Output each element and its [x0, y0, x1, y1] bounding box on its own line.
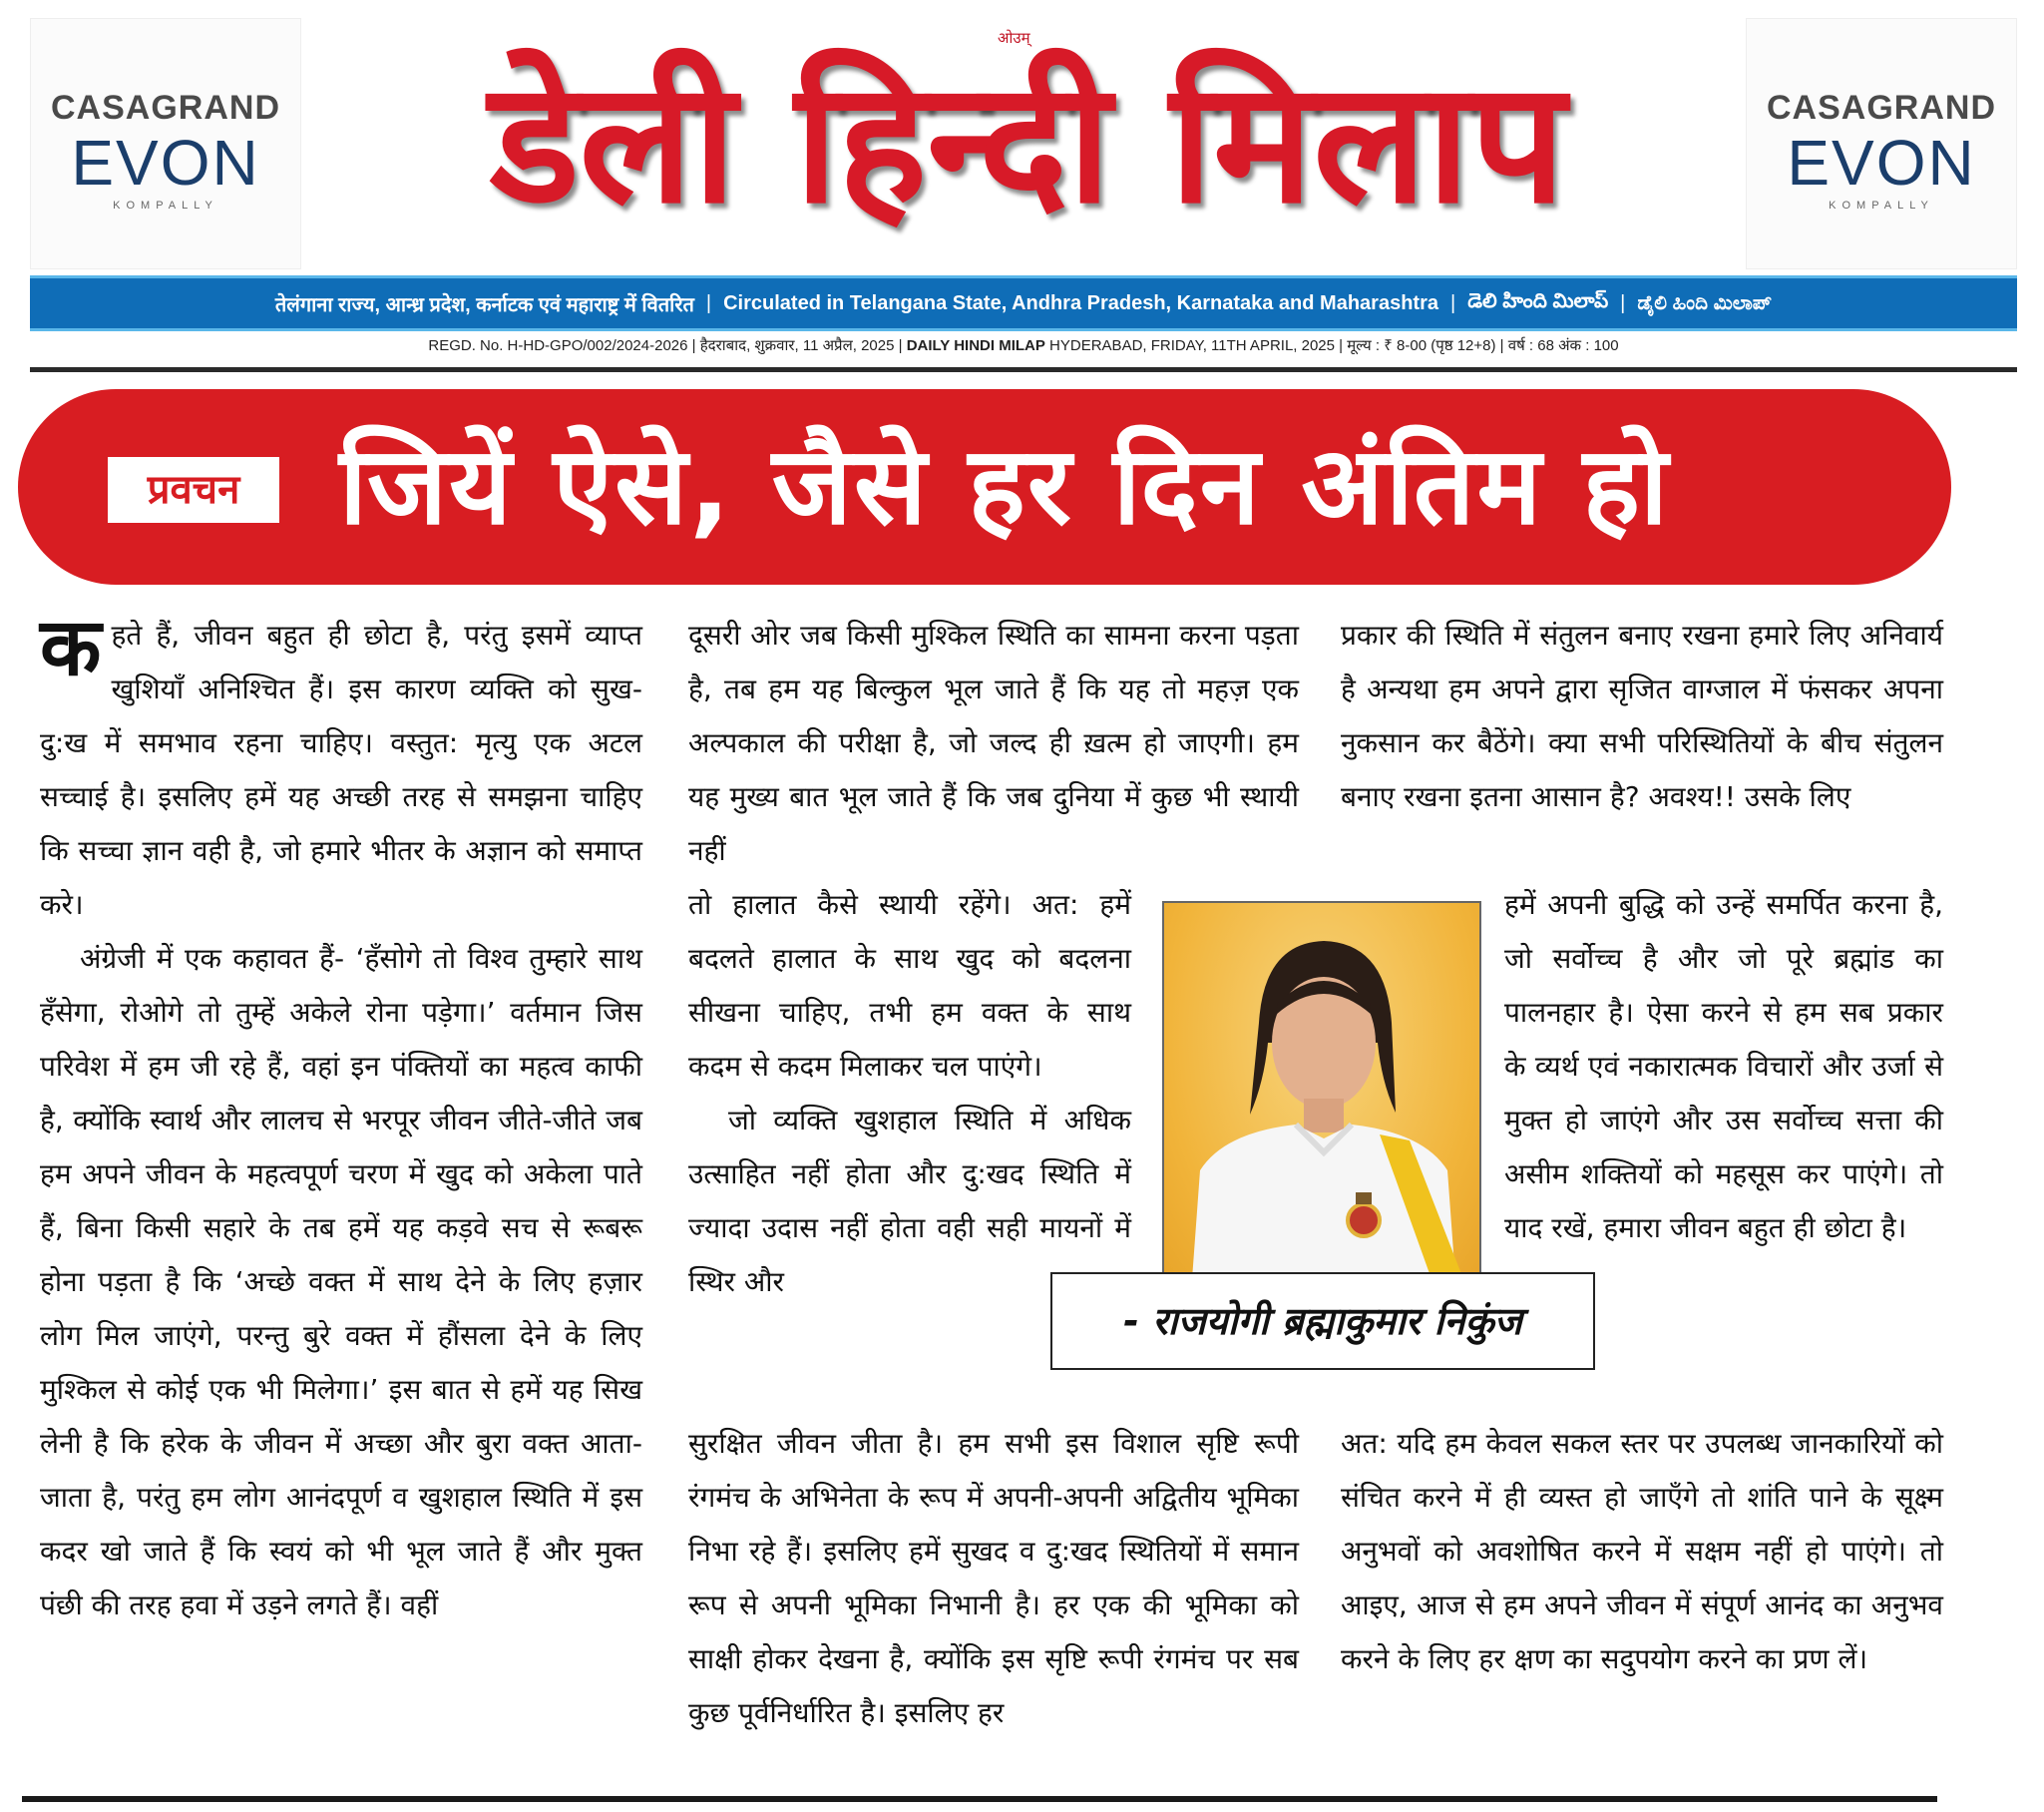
article-headline: जियें ऐसे, जैसे हर दिन अंतिम हो: [339, 424, 1670, 549]
separator: |: [1620, 291, 1626, 314]
paper-name-english: DAILY HINDI MILAP: [906, 337, 1045, 354]
date-hindi: हैदराबाद, शुक्रवार, 11 अप्रैल, 2025: [699, 337, 895, 354]
paragraph: अंग्रेजी में एक कहावत हैं- ‘हँसोगे तो विश्व तुम्हारे साथ हँसेगा, रोओगे तो तुम्हें अकेले रोना पड़ेगा।’ वर्तमान जिस परिवेश में हम जी रहे हैं, वहां इन पंक्तियों का महत्व काफी है, क्योंकि स्वार्थ और लालच से भरपूर जीवन जीते-जीते जब हम अपने जीवन के महत्वपूर्ण चरण में खुद को अकेला पाते हैं, बिना किसी सहारे के तब हमें यह कड़वे सच से रूबरू होना पड़ता है कि ‘अच्छे वक्त में साथ देने के लिए हज़ार लोग मिल जाएंगे, परन्तु बुरे वक्त में हौंसला देने के लिए मुश्किल से कोई एक भी मिलेगा।’ इस बात से हमें यह सिख लेनी है कि हरेक के जीवन में अच्छा और बुरा वक्त आता-जाता है, परंतु हम लोग आनंदपूर्ण व खुशहाल स्थिति में इस कदर खो जाते हैं कि स्वयं को भी भूल जाते हैं और मुक्त पंछी की तरह हवा में उड़ने लगते हैं। वहीं: [40, 942, 642, 1621]
newspaper-title: डेली हिन्दी मिलाप: [489, 45, 1566, 240]
portrait-illustration: [1164, 903, 1479, 1279]
paragraph: [40, 601, 642, 932]
paragraph: हमें अपनी बुद्धि को उन्हें समर्पित करना है, जो सर्वोच्च है और जो पूरे ब्रह्मांड का पालनहार है। ऐसा करने से हम सब प्रकार के व्यर्थ एवं नकारात्मक विचारों और उर्जा से मुक्त हो जाएंगे और उस सर्वोच्च सत्ता की असीम शक्तियों को महसूस कर पाएंगे। तो याद रखें, हमारा जीवन बहुत ही छोटा है।: [1504, 888, 1943, 1244]
date-english: HYDERABAD, FRIDAY, 11TH APRIL, 2025: [1049, 337, 1335, 354]
paragraph: सुरक्षित जीवन जीता है। हम सभी इस विशाल सृष्टि रूपी रंगमंच के अभिनेता के रूप में अपनी-अपनी अद्वितीय भूमिका निभा रहे हैं। इसलिए हमें सुखद व दु:खद स्थितियों में समान रूप से अपनी भूमिका निभानी है। हर एक की भूमिका को साक्षी होकर देखना है, क्योंकि इस सृष्टि रूपी रंगमंच पर सब कुछ पूर्वनिर्धारित है। इसलिए हर: [688, 1427, 1299, 1729]
logo-location: KOMPALLY: [1829, 200, 1934, 212]
logo-brand: CASAGRAND: [51, 89, 280, 127]
article-column-2-bottom: [688, 1417, 1299, 1740]
logo-product: EVON: [1787, 127, 1976, 199]
paragraph: दूसरी ओर जब किसी मुश्किल स्थिति का सामना करना पड़ता है, तब हम यह बिल्कुल भूल जाते हैं कि यह तो महज़ एक अल्पकाल की परीक्षा है, जो जल्द ही ख़त्म हो जाएगी। हम यह मुख्य बात भूल जाते हैं कि जब दुनिया में कुछ भी स्थायी नहीं: [688, 619, 1299, 867]
author-photo: [1162, 901, 1481, 1281]
drop-cap: क: [40, 601, 102, 693]
separator: |: [1449, 291, 1456, 314]
section-tag: प्रवचन: [108, 457, 279, 523]
circulation-hindi: तेलंगाना राज्य, आन्ध्र प्रदेश, कर्नाटक एवं महाराष्ट्र में वितरित: [274, 293, 694, 316]
casagrand-evon-logo-right: [1746, 18, 2017, 269]
page-bottom-rule: [22, 1796, 1937, 1802]
paragraph: तो हालात कैसे स्थायी रहेंगे। अत: हमें बदलते हालात के साथ खुद को बदलना सीखना चाहिए, तभी हम वक्त के साथ कदम से कदम मिलाकर चल पाएंगे।: [688, 888, 1131, 1083]
article-column-3-bottom: [1341, 1417, 1943, 1686]
regd-number: REGD. No. H-HD-GPO/002/2024-2026: [428, 337, 688, 354]
paragraph: जो व्यक्ति खुशहाल स्थिति में अधिक उत्साहित नहीं होता और दु:खद स्थिति में ज्यादा उदास नहीं होता वही सही मायनों में स्थिर और: [688, 1104, 1131, 1298]
article-column-3-top: [1341, 609, 1943, 824]
article-column-1: [40, 601, 642, 1632]
paragraph: अत: यदि हम केवल सकल स्तर पर उपलब्ध जानकारियों को संचित करने में ही व्यस्त हो जाएँगे तो शांति पाने के सूक्ष्म अनुभवों को अवशोषित करने में सक्षम नहीं हो पाएंगे। तो आइए, आज से हम अपने जीवन में संपूर्ण आनंद का अनुभव करने के लिए हर क्षण का सदुपयोग करने का प्रण लें।: [1341, 1427, 1943, 1675]
logo-brand: CASAGRAND: [1767, 89, 1996, 127]
author-byline: - राजयोगी ब्रह्माकुमार निकुंज: [1050, 1272, 1595, 1370]
article-column-2-top: [688, 609, 1299, 878]
casagrand-evon-logo-left: [30, 18, 301, 269]
volume-issue: वर्ष : 68 अंक : 100: [1507, 337, 1619, 354]
paragraph: प्रकार की स्थिति में संतुलन बनाए रखना हमारे लिए अनिवार्य है अन्यथा हम अपने द्वारा सृजित वाग्जाल में फंसकर अपना नुकसान कर बैठेंगे। क्या सभी परिस्थितियों के बीच संतुलन बनाए रखना इतना आसान है? अवश्य!! उसके लिए: [1341, 619, 1943, 813]
om-mark: ओउम्: [998, 29, 1030, 47]
masthead: [30, 18, 2017, 267]
name-telugu: డెలి హింది మిలాప్: [1467, 289, 1609, 312]
logo-product: EVON: [71, 127, 260, 199]
logo-location: KOMPALLY: [113, 200, 218, 212]
paragraph-text: हते हैं, जीवन बहुत ही छोटा है, परंतु इसमें व्याप्त खुशियाँ अनिश्चित हैं। इस कारण व्यक्ति को सुख-दु:ख में समभाव रहना चाहिए। वस्तुत: मृत्यु एक अटल सच्चाई है। इसलिए हमें यह अच्छी तरह से समझना चाहिए कि सच्चा ज्ञान वही है, जो हमारे भीतर के अज्ञान को समाप्त करे।: [40, 619, 642, 921]
circulation-english: Circulated in Telangana State, Andhra Pradesh, Karnataka and Maharashtra: [723, 291, 1438, 314]
article-column-2-middle: [688, 878, 1131, 1309]
registration-line: REGD. No. H-HD-GPO/002/2024-2026 | हैदराबाद, शुक्रवार, 11 अप्रैल, 2025 | DAILY HINDI MILAP HYDERABAD, FRIDAY, 11TH APRIL, 2025 | मूल्य : ₹ 8-00 (पृष्ठ 12+8) | वर्ष : 68 अंक : 100: [428, 337, 1619, 354]
masthead-rule: [30, 367, 2017, 372]
price: मूल्य : ₹ 8-00 (पृष्ठ 12+8): [1347, 337, 1496, 354]
name-kannada: ಡೈಲಿ ಹಿಂದಿ ಮಿಲಾಪ್: [1637, 291, 1773, 314]
article-column-3-middle: [1504, 878, 1943, 1255]
separator: |: [705, 291, 712, 314]
circulation-band: [30, 275, 2017, 331]
